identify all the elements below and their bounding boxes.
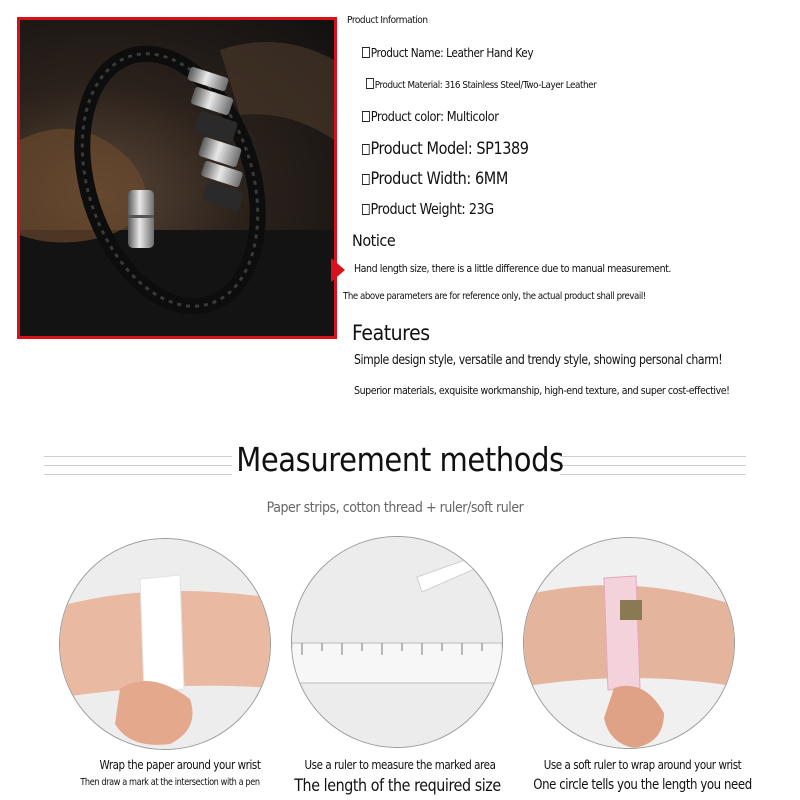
spec-product-weight-text: Product Weight: 23G: [370, 200, 494, 218]
product-info-heading: Product Information: [347, 15, 428, 26]
step-2-caption-2: The length of the required size: [294, 776, 501, 796]
spec-product-width: [362, 169, 508, 189]
step-3-caption-2: One circle tells you the length you need: [533, 777, 752, 793]
bullet-box-icon: [362, 111, 370, 122]
measurement-title: Measurement methods: [236, 440, 564, 479]
step-1-caption-2: Then draw a mark at the intersection with a pen: [80, 777, 260, 788]
bullet-box-icon: [366, 78, 374, 89]
spec-product-weight: [362, 200, 494, 218]
spec-product-name: [362, 46, 533, 60]
bullet-box-icon: [362, 174, 370, 185]
wrist-paper-illustration: [60, 539, 270, 749]
leather-bracelet-image: [20, 20, 334, 336]
spec-product-material-text: Product Material: 316 Stainless Steel/Two-Layer Leather: [374, 80, 597, 91]
step-2-image: [291, 536, 503, 748]
features-title: Features: [352, 321, 430, 345]
step-2-caption-1: Use a ruler to measure the marked area: [304, 758, 496, 772]
notice-line-1: Hand length size, there is a little difference due to manual measurement.: [354, 262, 671, 275]
features-line-2: Superior materials, exquisite workmanship, high-end texture, and super cost-effective!: [354, 384, 730, 397]
tape-measure-illustration: [524, 538, 734, 748]
bullet-box-icon: [362, 144, 370, 155]
features-line-1: Simple design style, versatile and trendy style, showing personal charm!: [354, 353, 723, 368]
bullet-box-icon: [362, 204, 370, 215]
ruler-illustration: [292, 537, 502, 747]
product-photo: [17, 17, 337, 339]
spec-product-model: [362, 139, 529, 159]
step-1-caption-1: Wrap the paper around your wrist: [99, 758, 261, 772]
measurement-subtitle: Paper strips, cotton thread + ruler/soft ruler: [266, 500, 524, 516]
spec-product-name-text: Product Name: Leather Hand Key: [370, 46, 534, 60]
notice-title: Notice: [352, 231, 396, 250]
bullet-box-icon: [362, 47, 370, 58]
notice-line-2: The above parameters are for reference only, the actual product shall prevail!: [343, 291, 646, 302]
step-3-image: [523, 537, 735, 749]
spec-product-material: [366, 78, 596, 91]
spec-product-model-text: Product Model: SP1389: [370, 139, 529, 159]
spec-product-color: [362, 110, 498, 125]
photo-pointer-arrow: [331, 258, 345, 282]
spec-product-color-text: Product color: Multicolor: [370, 110, 499, 125]
step-3-caption-1: Use a soft ruler to wrap around your wrist: [543, 758, 742, 772]
spec-product-width-text: Product Width: 6MM: [370, 169, 508, 189]
step-1-image: [59, 538, 271, 750]
